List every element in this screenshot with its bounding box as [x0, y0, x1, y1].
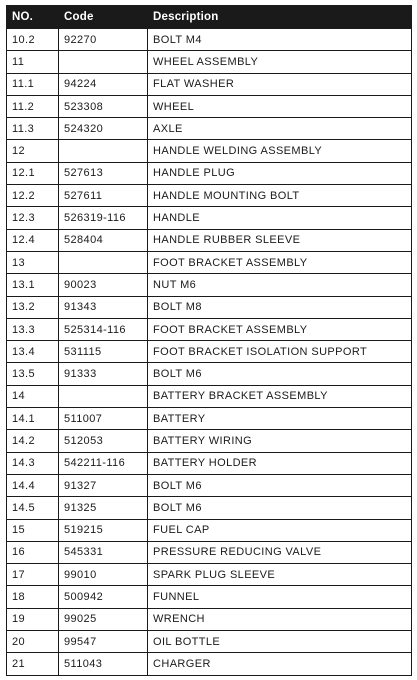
cell-description: BATTERY WIRING — [148, 430, 412, 452]
cell-code: 90023 — [59, 274, 148, 296]
cell-code: 531115 — [59, 341, 148, 363]
cell-code — [59, 51, 148, 73]
table-row — [7, 274, 412, 296]
cell-description: BATTERY — [148, 408, 412, 430]
cell-no: 13 — [7, 251, 59, 273]
cell-description: FOOT BRACKET ASSEMBLY — [148, 318, 412, 340]
table-row — [7, 631, 412, 653]
table-row — [7, 541, 412, 563]
cell-code: 526319-116 — [59, 207, 148, 229]
table-row — [7, 296, 412, 318]
table-row — [7, 497, 412, 519]
cell-description: HANDLE PLUG — [148, 162, 412, 184]
cell-no: 13.4 — [7, 341, 59, 363]
cell-no: 17 — [7, 564, 59, 586]
cell-no: 19 — [7, 608, 59, 630]
cell-no: 21 — [7, 653, 59, 675]
cell-description: BATTERY BRACKET ASSEMBLY — [148, 385, 412, 407]
cell-description: HANDLE MOUNTING BOLT — [148, 185, 412, 207]
cell-no: 10.2 — [7, 29, 59, 51]
cell-code: 545331 — [59, 541, 148, 563]
cell-code: 99010 — [59, 564, 148, 586]
cell-description: FOOT BRACKET ASSEMBLY — [148, 251, 412, 273]
cell-no: 13.5 — [7, 363, 59, 385]
cell-code: 542211-116 — [59, 452, 148, 474]
cell-no: 12 — [7, 140, 59, 162]
cell-description: OIL BOTTLE — [148, 631, 412, 653]
cell-code: 527613 — [59, 162, 148, 184]
table-row — [7, 519, 412, 541]
header-code: Code — [59, 6, 148, 29]
cell-description: BATTERY HOLDER — [148, 452, 412, 474]
cell-description: CHARGER — [148, 653, 412, 675]
cell-code — [59, 385, 148, 407]
table-row — [7, 73, 412, 95]
cell-description: NUT M6 — [148, 274, 412, 296]
cell-code — [59, 140, 148, 162]
cell-no: 15 — [7, 519, 59, 541]
table-row — [7, 29, 412, 51]
table-row — [7, 341, 412, 363]
cell-code: 94224 — [59, 73, 148, 95]
cell-code: 91325 — [59, 497, 148, 519]
table-row — [7, 162, 412, 184]
cell-code: 524320 — [59, 118, 148, 140]
cell-description: FUNNEL — [148, 586, 412, 608]
cell-no: 11.1 — [7, 73, 59, 95]
table-row — [7, 385, 412, 407]
cell-code: 91333 — [59, 363, 148, 385]
table-row — [7, 430, 412, 452]
header-no: NO. — [7, 6, 59, 29]
cell-code: 511007 — [59, 408, 148, 430]
cell-description: PRESSURE REDUCING VALVE — [148, 541, 412, 563]
cell-description: WRENCH — [148, 608, 412, 630]
cell-no: 13.2 — [7, 296, 59, 318]
cell-code: 527611 — [59, 185, 148, 207]
cell-no: 11.3 — [7, 118, 59, 140]
cell-code: 500942 — [59, 586, 148, 608]
table-row — [7, 452, 412, 474]
header-description: Description — [148, 6, 412, 29]
header-row — [7, 6, 412, 29]
table-row — [7, 140, 412, 162]
table-row — [7, 474, 412, 496]
cell-description: SPARK PLUG SLEEVE — [148, 564, 412, 586]
table-body — [7, 29, 412, 676]
cell-description: FUEL CAP — [148, 519, 412, 541]
cell-no: 11.2 — [7, 95, 59, 117]
cell-no: 12.1 — [7, 162, 59, 184]
table-row — [7, 564, 412, 586]
table-row — [7, 118, 412, 140]
cell-description: BOLT M8 — [148, 296, 412, 318]
cell-description: BOLT M4 — [148, 29, 412, 51]
table-row — [7, 363, 412, 385]
cell-description: BOLT M6 — [148, 474, 412, 496]
cell-no: 12.4 — [7, 229, 59, 251]
cell-code: 99025 — [59, 608, 148, 630]
cell-code — [59, 251, 148, 273]
cell-description: BOLT M6 — [148, 363, 412, 385]
cell-no: 12.3 — [7, 207, 59, 229]
cell-no: 14.4 — [7, 474, 59, 496]
cell-no: 20 — [7, 631, 59, 653]
cell-description: WHEEL — [148, 95, 412, 117]
cell-no: 11 — [7, 51, 59, 73]
cell-code: 91327 — [59, 474, 148, 496]
table-row — [7, 229, 412, 251]
cell-code: 519215 — [59, 519, 148, 541]
cell-description: FOOT BRACKET ISOLATION SUPPORT — [148, 341, 412, 363]
cell-no: 14.5 — [7, 497, 59, 519]
cell-no: 13.1 — [7, 274, 59, 296]
cell-description: WHEEL ASSEMBLY — [148, 51, 412, 73]
cell-description: HANDLE RUBBER SLEEVE — [148, 229, 412, 251]
cell-no: 12.2 — [7, 185, 59, 207]
table-row — [7, 185, 412, 207]
table-row — [7, 586, 412, 608]
parts-list-table — [6, 5, 412, 676]
cell-no: 16 — [7, 541, 59, 563]
cell-no: 14.2 — [7, 430, 59, 452]
cell-code: 523308 — [59, 95, 148, 117]
cell-code: 511043 — [59, 653, 148, 675]
table-row — [7, 51, 412, 73]
table-row — [7, 207, 412, 229]
cell-code: 525314-116 — [59, 318, 148, 340]
table-row — [7, 251, 412, 273]
table-row — [7, 318, 412, 340]
cell-description: BOLT M6 — [148, 497, 412, 519]
cell-no: 14.3 — [7, 452, 59, 474]
cell-no: 18 — [7, 586, 59, 608]
cell-no: 13.3 — [7, 318, 59, 340]
table-row — [7, 653, 412, 675]
cell-code: 528404 — [59, 229, 148, 251]
cell-code: 91343 — [59, 296, 148, 318]
cell-description: HANDLE — [148, 207, 412, 229]
cell-code: 512053 — [59, 430, 148, 452]
table-row — [7, 608, 412, 630]
cell-description: FLAT WASHER — [148, 73, 412, 95]
cell-no: 14 — [7, 385, 59, 407]
cell-code: 92270 — [59, 29, 148, 51]
cell-code: 99547 — [59, 631, 148, 653]
cell-description: AXLE — [148, 118, 412, 140]
cell-no: 14.1 — [7, 408, 59, 430]
table-row — [7, 95, 412, 117]
cell-description: HANDLE WELDING ASSEMBLY — [148, 140, 412, 162]
table-header — [7, 6, 412, 29]
table-row — [7, 408, 412, 430]
